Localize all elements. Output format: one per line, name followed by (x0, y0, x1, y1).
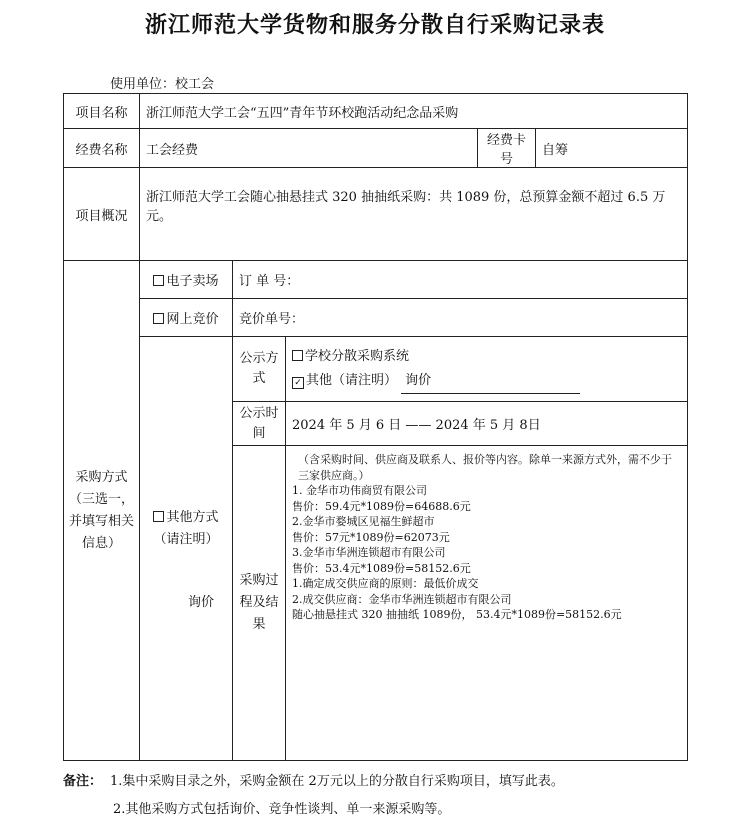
value-fund-name: 工会经费 (140, 129, 478, 168)
label-method: 采购方式（三选一，并填写相关信息） (64, 261, 140, 761)
checkbox-icon[interactable] (292, 350, 303, 361)
value-publicity-time: 2024 年 5 月 6 日 —— 2024 年 5 月 8日 (286, 402, 688, 446)
value-fund-card: 自筹 (536, 129, 688, 168)
other-specify-value: 询价 (401, 369, 580, 394)
school-system-label: 学校分散采购系统 (305, 348, 410, 364)
process-line: 售价：59.4元*1089份=64688.6元 (292, 499, 471, 513)
procurement-form-table (63, 93, 688, 761)
checked-box-icon[interactable]: ✓ (292, 377, 304, 389)
label-publicity-method: 公示方式 (233, 337, 286, 402)
process-line: 2.金华市婺城区见福生鲜超市 (292, 515, 435, 528)
option-online-bid (140, 299, 233, 337)
option-e-mall (140, 261, 233, 299)
label-fund-card: 经费卡号 (478, 129, 536, 168)
label-overview: 项目概况 (64, 168, 140, 261)
other-method-value: 询价 (187, 595, 214, 610)
process-line: 1. 金华市功伟商贸有限公司 (292, 484, 427, 497)
process-result-content (286, 446, 688, 761)
process-line: 3.金华市华洲连锁超市有限公司 (292, 546, 446, 559)
order-number: 订 单 号： (233, 261, 688, 299)
process-line: 1.确定成交供应商的原则：最低价成交 (292, 577, 479, 590)
form-title: 浙江师范大学货物和服务分散自行采购记录表 (144, 12, 605, 38)
process-line: （含采购时间、供应商及联系人、报价等内容。除单一来源方式外，需不少于三家供应商。） (298, 453, 672, 482)
checkbox-icon[interactable] (153, 511, 164, 522)
option-other-method (140, 337, 233, 761)
notes-label: 备注： (63, 774, 103, 789)
option-e-mall-label: 电子卖场 (166, 274, 219, 289)
label-process-result: 采购过程及结果 (233, 446, 286, 761)
label-publicity-time: 公示时间 (233, 402, 286, 446)
process-line: 售价：53.4元*1089份=58152.6元 (292, 561, 471, 575)
label-project-name: 项目名称 (64, 94, 140, 129)
publicity-method-options (286, 337, 688, 402)
process-line: 售价：57元*1089份=62073元 (292, 530, 450, 544)
bid-number: 竞价单号： (233, 299, 688, 337)
option-other-method-label: 其他方式（请注明） (153, 510, 219, 547)
using-unit: 使用单位：校工会 (110, 77, 215, 92)
value-project-name: 浙江师范大学工会“五四”青年节环校跑活动纪念品采购 (140, 94, 688, 129)
checkbox-icon[interactable] (153, 275, 164, 286)
value-overview: 浙江师范大学工会随心抽悬挂式 320 抽抽纸采购：共 1089 份，总预算金额不超过 6.5 万元。 (140, 168, 688, 261)
note-item: 1.集中采购目录之外，采购金额在 2万元以上的分散自行采购项目，填写此表。 (110, 774, 564, 789)
process-line: 随心抽悬挂式 320 抽抽纸 1089份， 53.4元*1089份=58152.6元 (292, 608, 622, 621)
notes (63, 768, 564, 824)
option-online-bid-label: 网上竞价 (166, 312, 219, 327)
note-item: 2.其他采购方式包括询价、竞争性谈判、单一来源采购等。 (113, 802, 451, 817)
checkbox-icon[interactable] (153, 313, 164, 324)
other-specify-label: 其他（请注明） (306, 372, 398, 388)
label-fund-name: 经费名称 (64, 129, 140, 168)
process-line: 2.成交供应商：金华市华洲连锁超市有限公司 (292, 592, 512, 606)
